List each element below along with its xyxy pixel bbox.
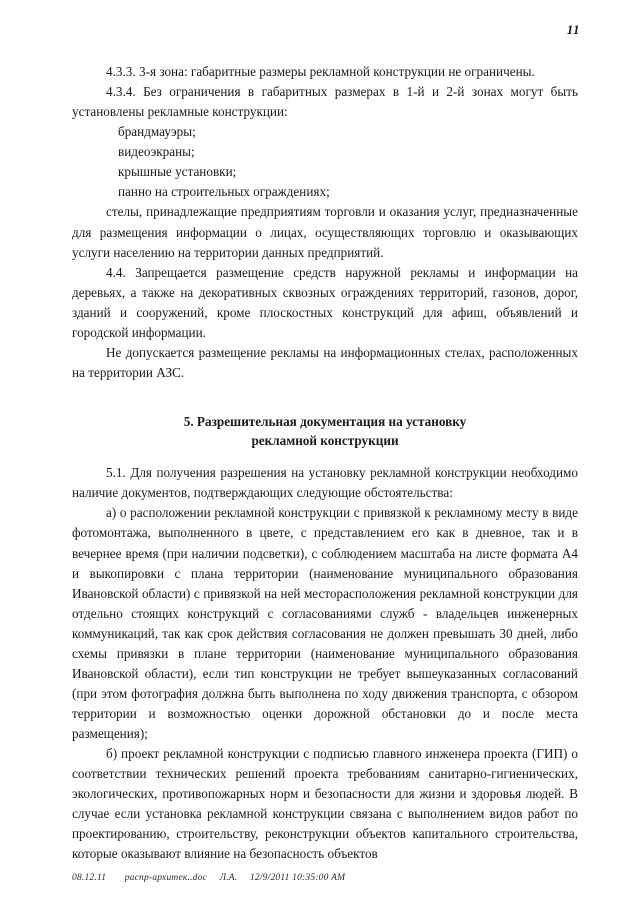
list-item: панно на строительных ограждениях; [118, 184, 330, 200]
spacer [72, 383, 578, 396]
footer-filename: распр-архитек..doc [124, 873, 207, 883]
paragraph-b: б) проект рекламной конструкции с подписью главного инженера проекта (ГИП) о соответствии технических решений проекта требованиям санитарно-гигиенических, экологических, противопожарных норм и безопасности для жизни и здоровья людей. В случае если установка рекламной конструкции связана с выполнением видов работ по проектированию, строительству, реконструкции объектов капитального строительства, которые оказывают влияние на безопасность объектов [72, 746, 578, 862]
paragraph-stely: стелы, принадлежащие предприятиям торговли и оказания услуг, предназначенные для размещения информации о лицах, осуществляющих торговлю и оказывающих услуги населению на территории данных предприятий. [72, 204, 578, 260]
list-item: видеоэкраны; [118, 144, 195, 160]
section-heading-line-1: 5. Разрешительная документация на установку [183, 414, 467, 429]
paragraph-a: а) о расположении рекламной конструкции с привязкой к рекламному месту в виде фотомонтажа, выполненного в цвете, с представлением его как в дневное, так и в вечернее время (при наличии подсветки), с соблюдением масштаба на листе формата А4 и выкопировки с плана территории (наименование муниципального образования Ивановской области) с привязкой на ней месторасположения рекламной конструкции для отдельно стоящих конструкций с согласованиями служб - владельцев инженерных коммуникаций, так как срок действия согласования не должен превышать 30 дней, либо схемы привязки в плане территории (наименование муниципального образования Ивановской области), если тип конструкции не требует вышеуказанных согласований (при этом фотография должна быть выполнена по ходу движения транспорта, с обзором территории и возможностью оценки дорожной обстановки до и после места размещения); [72, 505, 578, 742]
spacer [72, 450, 578, 463]
footer-timestamp: 12/9/2011 10:35:00 AM [249, 873, 346, 883]
page-number: 11 [566, 22, 580, 37]
paragraph-4-4: 4.4. Запрещается размещение средств наружной рекламы и информации на деревьях, а также на декоративных сквозных ограждениях территорий, газонов, дорог, зданий и сооружений, кроме плоскостных конструкций для афиш, объявлений и городской информации. [72, 264, 578, 340]
footer-date: 08.12.11 [72, 873, 107, 883]
paragraph-4-3-4: 4.3.4. Без ограничения в габаритных размерах в 1-й и 2-й зонах могут быть установлены рекламные конструкции: [72, 84, 578, 120]
list-item: крышные установки; [118, 164, 237, 180]
paragraph-azs: Не допускается размещение рекламы на информационных стелах, расположенных на территории АЗС. [72, 344, 578, 380]
section-heading [72, 412, 578, 450]
paragraph-5-1: 5.1. Для получения разрешения на установку рекламной конструкции необходимо наличие документов, подтверждающих следующие обстоятельства: [72, 465, 578, 501]
list-item: брандмауэры; [118, 124, 196, 140]
document-body [72, 62, 578, 865]
page-footer [72, 873, 345, 883]
paragraph-4-3-3: 4.3.3. 3-я зона: габаритные размеры рекламной конструкции не ограничены. [106, 64, 535, 79]
footer-initials: Л.А. [219, 873, 238, 883]
section-heading-line-2: рекламной конструкции [251, 433, 399, 449]
